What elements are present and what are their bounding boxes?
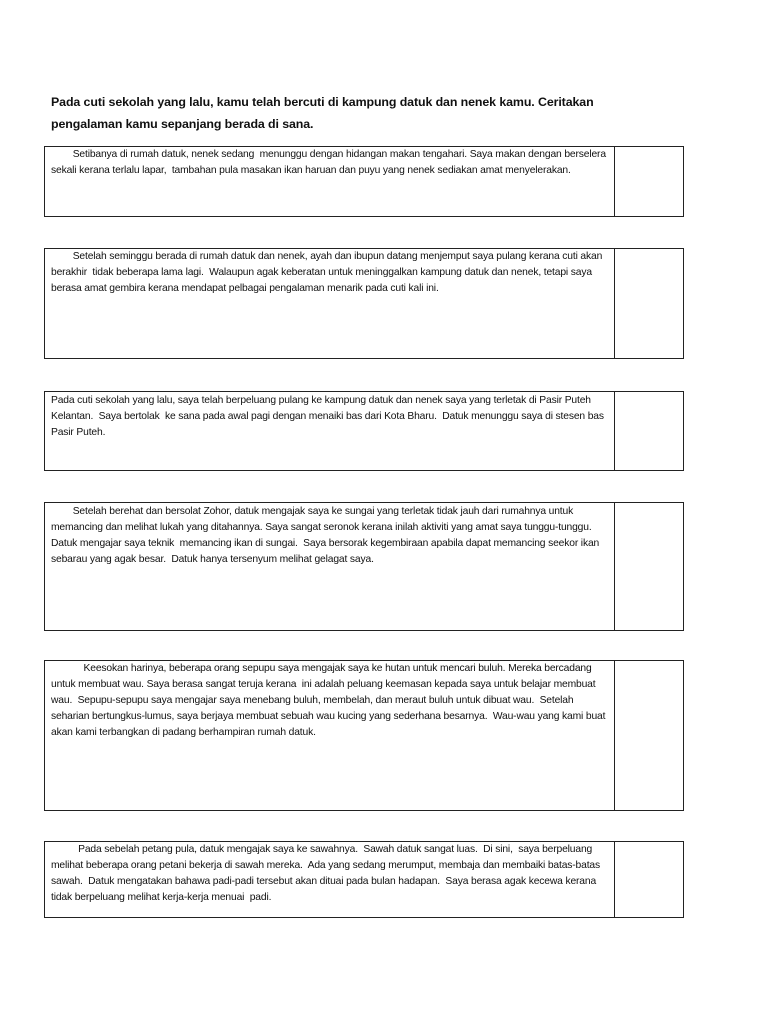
question-instruction: Pada cuti sekolah yang lalu, kamu telah bercuti di kampung datuk dan nenek kamu. Ceritakan pengalaman kamu sepanjang berada di sana. bbox=[51, 95, 594, 131]
sequence-answer-cell-4[interactable] bbox=[614, 503, 683, 630]
sequence-answer-cell-6[interactable] bbox=[614, 842, 683, 917]
paragraph-box-5 bbox=[44, 660, 684, 811]
paragraph-box-2 bbox=[44, 248, 684, 359]
paragraph-text-4: Setelah berehat dan bersolat Zohor, datuk mengajak saya ke sungai yang terletak tidak jauh dari rumahnya untuk memancing dan melihat lukah yang ditahannya. Saya sangat seronok kerana inilah aktiviti yang amat saya tunggu-tunggu. Datuk mengajar saya teknik memancing ikan di sungai. Saya bersorak kegembiraan apabila dapat memancing seekor ikan sebarau yang agak besar. Datuk hanya tersenyum melihat gelagat saya. bbox=[45, 503, 615, 630]
paragraph-box-3 bbox=[44, 391, 684, 471]
paragraph-box-4 bbox=[44, 502, 684, 631]
sequence-answer-cell-2[interactable] bbox=[614, 249, 683, 358]
sequence-answer-cell-5[interactable] bbox=[614, 661, 683, 810]
paragraph-box-1 bbox=[44, 146, 684, 217]
paragraph-box-6 bbox=[44, 841, 684, 918]
paragraph-text-5: Keesokan harinya, beberapa orang sepupu saya mengajak saya ke hutan untuk mencari buluh. Mereka bercadang untuk membuat wau. Saya berasa sangat teruja kerana ini adalah peluang keemasan kepada saya untuk belajar membuat wau. Sepupu-sepupu saya mengajar saya menebang buluh, membelah, dan meraut buluh untuk dibuat wau. Setelah seharian bertungkus-lumus, saya berjaya membuat sebuah wau kucing yang sederhana besarnya. Wau-wau yang kami buat akan kami terbangkan di padang berhampiran rumah datuk. bbox=[45, 661, 615, 810]
sequence-answer-cell-1[interactable] bbox=[614, 147, 683, 216]
paragraph-text-2: Setelah seminggu berada di rumah datuk dan nenek, ayah dan ibupun datang menjemput saya pulang kerana cuti akan berakhir tidak beberapa lama lagi. Walaupun agak keberatan untuk meninggalkan kampung datuk dan nenek, tetapi saya berasa amat gembira kerana mendapat pelbagai pengalaman menarik pada cuti kali ini. bbox=[45, 249, 615, 358]
paragraph-text-1: Setibanya di rumah datuk, nenek sedang menunggu dengan hidangan makan tengahari. Saya makan dengan berselera sekali kerana terlalu lapar, tambahan pula masakan ikan haruan dan puyu yang nenek sediakan amat menyelerakan. bbox=[45, 147, 615, 216]
sequence-answer-cell-3[interactable] bbox=[614, 392, 683, 470]
paragraph-text-6: Pada sebelah petang pula, datuk mengajak saya ke sawahnya. Sawah datuk sangat luas. Di sini, saya berpeluang melihat beberapa orang petani bekerja di sawah mereka. Ada yang sedang merumput, membaja dan membaiki batas-batas sawah. Datuk mengatakan bahawa padi-padi tersebut akan dituai pada bulan hadapan. Saya berasa agak kecewa kerana tidak berpeluang melihat kerja-kerja menuai padi. bbox=[45, 842, 615, 917]
paragraph-text-3: Pada cuti sekolah yang lalu, saya telah berpeluang pulang ke kampung datuk dan nenek saya yang terletak di Pasir Puteh Kelantan. Saya bertolak ke sana pada awal pagi dengan menaiki bas dari Kota Bharu. Datuk menunggu saya di stesen bas Pasir Puteh. bbox=[45, 392, 615, 470]
